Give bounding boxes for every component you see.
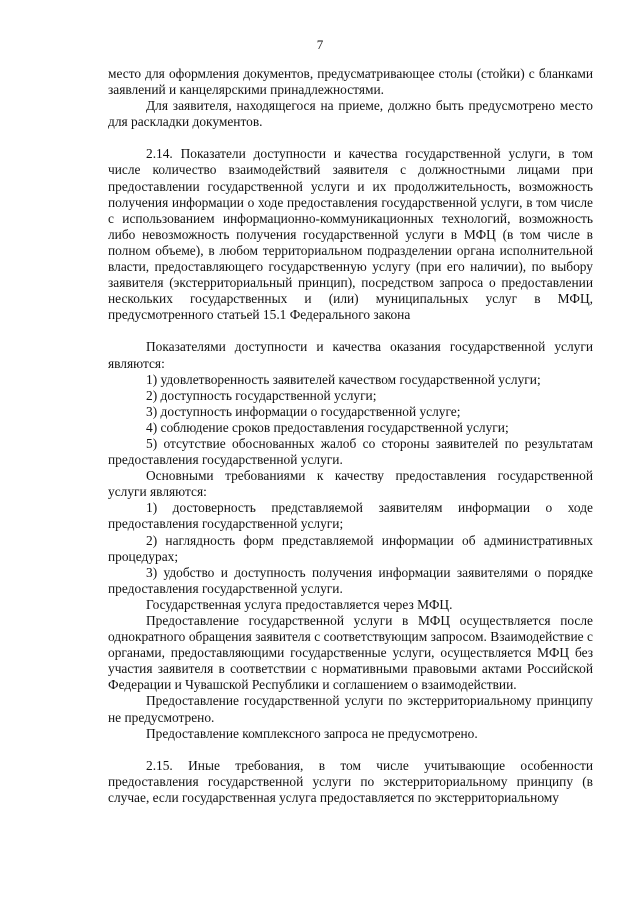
paragraph: Показателями доступности и качества оказания государственной услуги являются:	[108, 339, 593, 371]
list-item: 4) соблюдение сроков предоставления государственной услуги;	[146, 419, 509, 435]
paragraph: Государственная услуга предоставляется через МФЦ.	[146, 596, 453, 612]
list-item: 2) доступность государственной услуги;	[146, 387, 377, 403]
section-2-14: 2.14. Показатели доступности и качества государственной услуги, в том числе количество взаимодействий заявителя с должностными лицами при предоставлении государственной услуги и их продолжительность, возможность получения информации о ходе предоставления государственной услуги, в том числе с использованием информационно-коммуникационных технологий, возможность либо невозможность получения государственной услуги в МФЦ (в том числе в полном объеме), в любом территориальном подразделении органа исполнительной власти, предоставляющего государственную услугу (при его наличии), по выбору заявителя (экстерриториальный принцип), посредством запроса о предоставлении нескольких государственных и (или) муниципальных услуг в МФЦ, предусмотренного статьей 15.1 Федерального закона	[108, 146, 593, 323]
list-item: 3) доступность информации о государственной услуге;	[146, 403, 461, 419]
paragraph: Предоставление государственной услуги по экстерриториальному принципу не предусмотрено.	[108, 693, 593, 725]
list-item: 2) наглядность форм представляемой информации об административных процедурах;	[108, 532, 593, 564]
list-item: 3) удобство и доступность получения информации заявителями о порядке предоставления государственной услуги.	[108, 564, 593, 596]
document-body	[108, 66, 593, 806]
page-number: 7	[316, 37, 324, 52]
list-item: 1) удовлетворенность заявителей качеством государственной услуги;	[146, 371, 541, 387]
paragraph: Основными требованиями к качеству предоставления государственной услуги являются:	[108, 468, 593, 500]
paragraph: место для оформления документов, предусматривающее столы (стойки) с бланками заявлений и канцелярскими принадлежностями.	[108, 66, 593, 98]
paragraph: Предоставление комплексного запроса не предусмотрено.	[146, 725, 478, 741]
list-item: 5) отсутствие обоснованных жалоб со стороны заявителей по результатам предоставления государственной услуги.	[108, 435, 593, 468]
paragraph: Для заявителя, находящегося на приеме, должно быть предусмотрено место для раскладки документов.	[108, 98, 593, 130]
section-2-15: 2.15. Иные требования, в том числе учитывающие особенности предоставления государственной услуги по экстерриториальному принципу (в случае, если государственная услуга предоставляется по экстерриториальному	[108, 757, 593, 805]
list-item: 1) достоверность представляемой заявителям информации о ходе предоставления государственной услуги;	[108, 500, 593, 532]
paragraph: Предоставление государственной услуги в МФЦ осуществляется после однократного обращения заявителя с соответствующим запросом. Взаимодействие с органами, предоставляющими государственные услуги, осуществляется МФЦ без участия заявителя в соответствии с нормативными правовыми актами Российской Федерации и Чувашской Республики и соглашением о взаимодействии.	[108, 613, 593, 693]
